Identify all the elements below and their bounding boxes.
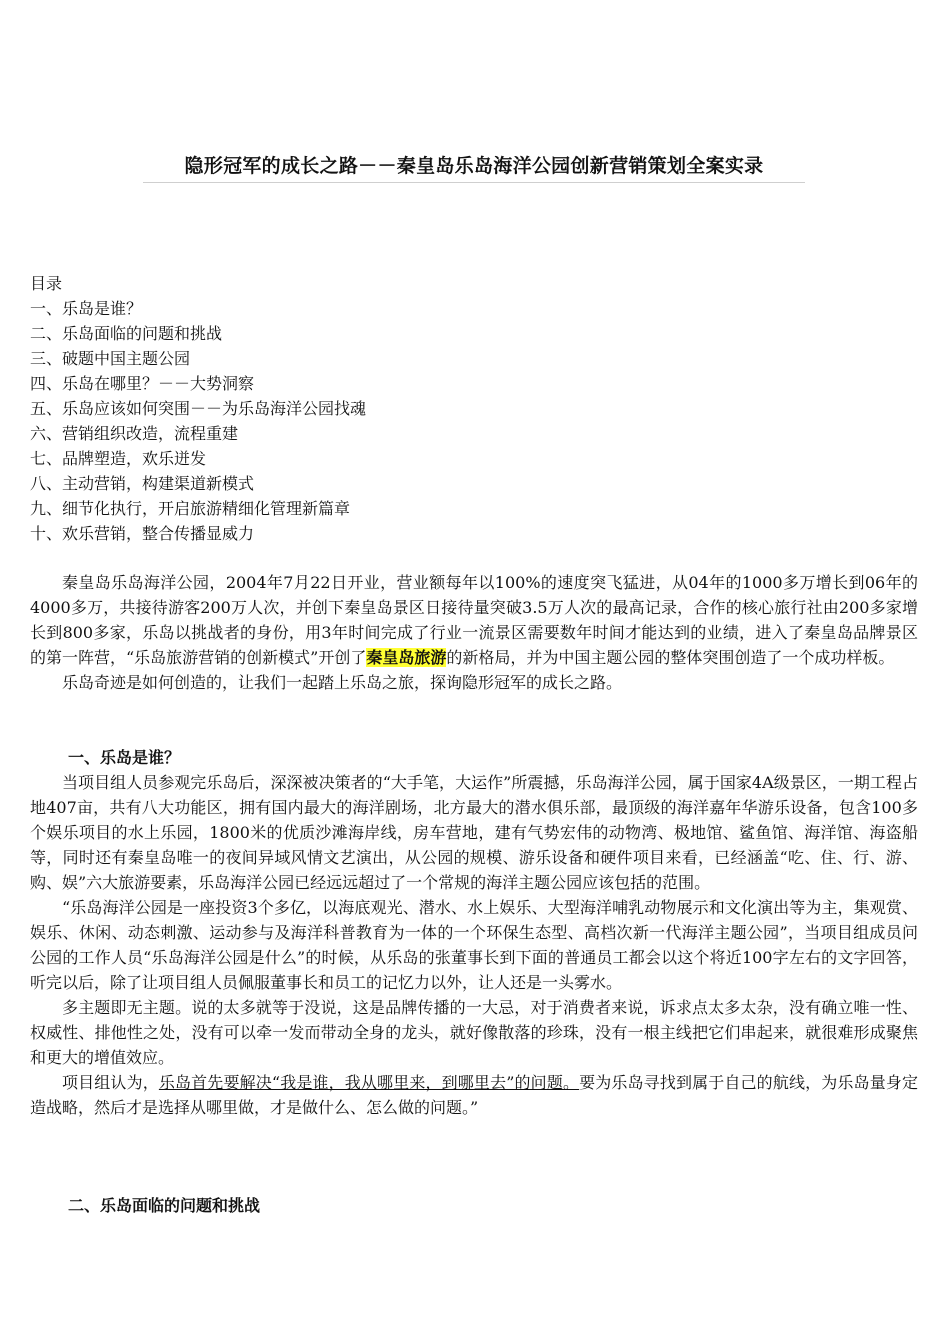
toc-item: 九、细节化执行，开启旅游精细化管理新篇章 [30, 499, 351, 518]
table-of-contents [30, 271, 366, 546]
intro-text: 秦皇岛乐岛海洋公园，2004年7月22日开业，营业额每年以100%的速度突飞猛进，从04年的1000多万增长到06年的4000多万，共接待游客200万人次，并创下秦皇岛景区日接待量突破3.5万人次的最高记录，合作的核心旅行社由200多家增长到800多家，乐岛以挑战者的身份，用3年时间完成了行业一流景区需要数年时间才能达到的业绩，进入了秦皇岛品牌景区的第一阵营，“乐岛旅游营销的创新模式”开创了 [30, 573, 918, 667]
toc-item: 八、主动营销，构建渠道新模式 [30, 474, 255, 493]
toc-item: 一、乐岛是谁？ [30, 299, 143, 318]
intro-section [30, 570, 918, 695]
toc-heading: 目录 [30, 274, 63, 293]
body-paragraph [30, 1070, 918, 1120]
body-paragraph: 多主题即无主题。说的太多就等于没说，这是品牌传播的一大忌，对于消费者来说，诉求点太多太杂，没有确立唯一性、权威性、排他性之处，没有可以牵一发而带动全身的龙头，就好像散落的珍珠，没有一根主线把它们串起来，就很难形成聚焦和更大的增值效应。 [30, 998, 918, 1067]
section-1-body [30, 770, 918, 1120]
document-title: 隐形冠军的成长之路－－秦皇岛乐岛海洋公园创新营销策划全案实录 [143, 150, 805, 183]
highlighted-text: 秦皇岛旅游 [366, 648, 447, 667]
intro-text: 的新格局，并为中国主题公园的整体突围创造了一个成功样板。 [446, 648, 895, 667]
body-text: 要为乐岛寻找到属于自己的航线，为乐岛量身定造战略，然后才是选择从哪里做，才是做什么、怎么做的问题。” [30, 1073, 918, 1117]
toc-item: 四、乐岛在哪里？－－大势洞察 [30, 374, 255, 393]
toc-item: 七、品牌塑造，欢乐迸发 [30, 449, 207, 468]
intro-paragraph: 乐岛奇迹是如何创造的，让我们一起踏上乐岛之旅，探询隐形冠军的成长之路。 [62, 673, 623, 692]
toc-item: 六、营销组织改造，流程重建 [30, 424, 239, 443]
section-heading: 一、乐岛是谁？ [68, 748, 181, 767]
body-text: 项目组认为， [62, 1073, 159, 1092]
toc-item: 五、乐岛应该如何突围－－为乐岛海洋公园找魂 [30, 399, 367, 418]
section-heading: 二、乐岛面临的问题和挑战 [68, 1196, 261, 1215]
body-paragraph: 当项目组人员参观完乐岛后，深深被决策者的“大手笔，大运作”所震撼，乐岛海洋公园，属于国家4A级景区，一期工程占地407亩，共有八大功能区，拥有国内最大的海洋剧场，北方最大的潜水俱乐部，最顶级的海洋嘉年华游乐设备，包含100多个娱乐项目的水上乐园，1800米的优质沙滩海岸线，房车营地，建有气势宏伟的动物湾、极地馆、鲨鱼馆、海洋馆、海盗船等，同时还有秦皇岛唯一的夜间异域风情文艺演出，从公园的规模、游乐设备和硬件项目来看，已经涵盖“吃、住、行、游、购、娱”六大旅游要素，乐岛海洋公园已经远远超过了一个常规的海洋主题公园应该包括的范围。 [30, 773, 918, 892]
underlined-text: 乐岛首先要解决“我是谁，我从哪里来，到哪里去”的问题。 [158, 1073, 580, 1092]
toc-item: 三、破题中国主题公园 [30, 349, 191, 368]
body-paragraph: “乐岛海洋公园是一座投资3个多亿，以海底观光、潜水、水上娱乐、大型海洋哺乳动物展示和文化演出等为主，集观赏、娱乐、休闲、动态刺激、运动参与及海洋科普教育为一体的一个环保生态型、高档次新一代海洋主题公园”，当项目组成员问公园的工作人员“乐岛海洋公园是什么”的时候，从乐岛的张董事长到下面的普通员工都会以这个将近100字左右的文字回答，听完以后，除了让项目组人员佩服董事长和员工的记忆力以外，让人还是一头雾水。 [30, 898, 918, 992]
toc-item: 十、欢乐营销，整合传播显威力 [30, 524, 255, 543]
toc-item: 二、乐岛面临的问题和挑战 [30, 324, 223, 343]
intro-paragraph [30, 570, 918, 670]
